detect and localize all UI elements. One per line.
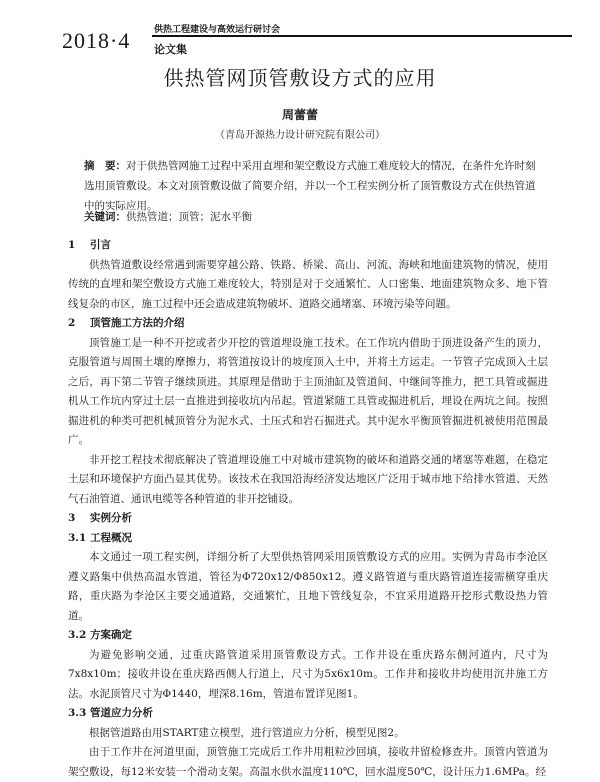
paragraph: 为避免影响交通，过重庆路管道采用顶管敷设方式。工作井设在重庆路东侧河道内，尺寸为7x8x10m；接收井设在重庆路西侧人行道上，尺寸为5x6x10m。工作井和接收井均使用沉井施工方法。水泥顶管尺寸为Φ1440，埋深8.16m，管道布置详见图1。 [68,648,548,700]
heading-case-study: 3 实例分析 [68,512,132,524]
paragraph: 本文通过一项工程实例，详细分析了大型供热管网采用顶管敷设方式的应用。实例为青岛市李沧区遵义路集中供热高温水管道，管径为Φ720x12/Φ850x12。遵义路管道与重庆路管道连接需横穿重庆路，重庆路为李沧区主要交通道路，交通繁忙，且地下管线复杂，不宜采用道路开挖形式敷设热力管道。 [68,551,548,622]
paragraph: 供热管道敷设经常遇到需要穿越公路、铁路、桥梁、高山、河流、海峡和地面建筑物的情况，使用传统的直埋和架空敷设方式施工难度较大，特别是对于交通繁忙、人口密集、地面建筑物众多、地下管线复杂的市区，施工过程中还会造成建筑物破坏、道路交通堵塞、环境污染等问题。 [68,258,548,310]
heading-intro: 1 引言 [68,239,111,251]
abstract [84,156,544,216]
journal-header [62,20,562,60]
article-body [68,236,548,782]
paragraph: 非开挖工程技术彻底解决了管道埋设施工中对城市建筑物的破坏和道路交通的堵塞等难题，在稳定土层和环境保护方面凸显其优势。该技术在我国沿海经济发达地区广泛用于城市地下给排水管道、天然气石油管道、通讯电缆等各种管道的非开挖铺设。 [68,453,548,505]
heading-project-overview: 3.1 工程概况 [68,531,132,544]
author-name: 周蕾蕾 [281,108,318,122]
article-title: 供热管网顶管敷设方式的应用 [163,66,437,90]
issue-number: 2018·4 [62,28,131,53]
paragraph: 根据管道路由用START建立模型，进行管道应力分析，模型见图2。 [89,726,405,739]
abstract-text: 对于供热管网施工过程中采用直埋和架空敷设方式施工难度较大的情况，在条件允许时刻选用顶管敷设。本文对顶管敷设做了简要介绍，并以一个工程实例分析了顶管敷设方式在供热管道中的实际应用。 [84,160,536,212]
paragraph: 顶管施工是一种不开挖或者少开挖的管道埋设施工技术。在工作坑内借助于顶进设备产生的顶力，克服管道与周围土壤的摩擦力，将管道按设计的坡度顶入土中，并将土方运走。一节管子完成顶入土层之后，再下第二节管子继续顶进。其原理是借助于主顶油缸及管道间、中继间等推力，把工具管或掘进机从工作坑内穿过土层一直推进到接收坑内吊起。管道紧随工具管或掘进机后，埋设在两坑之间。按照掘进机的种类可把机械顶管分为泥水式、土压式和岩石掘进式。其中泥水平衡顶管掘进机被使用范围最广。 [68,336,548,446]
keywords [84,209,544,224]
heading-stress-analysis: 3.3 管道应力分析 [68,707,153,719]
paragraph: 由于工作井在河道里面，顶管施工完成后工作井用粗粒沙回填，接收井留检修查井。顶管内管道为架空敷设，每12米安装一个滑动支架。高温水供水温度110℃，回水温度50℃，设计压力1.6MPa。经 [68,746,548,778]
heading-method: 2 顶管施工方法的介绍 [68,317,185,329]
abstract-label: 摘 要： [84,160,126,172]
journal-name: 供热工程建设与高效运行研讨会 [154,25,281,35]
header-rule [152,35,572,37]
heading-scheme: 3.2 方案确定 [68,629,132,641]
author-affiliation: （青岛开源热力设计研究院有限公司） [215,130,385,141]
keywords-label: 关键词： [84,211,126,223]
section-label: 论文集 [154,43,187,56]
keywords-text: 供热管道；顶管；泥水平衡 [126,211,252,223]
